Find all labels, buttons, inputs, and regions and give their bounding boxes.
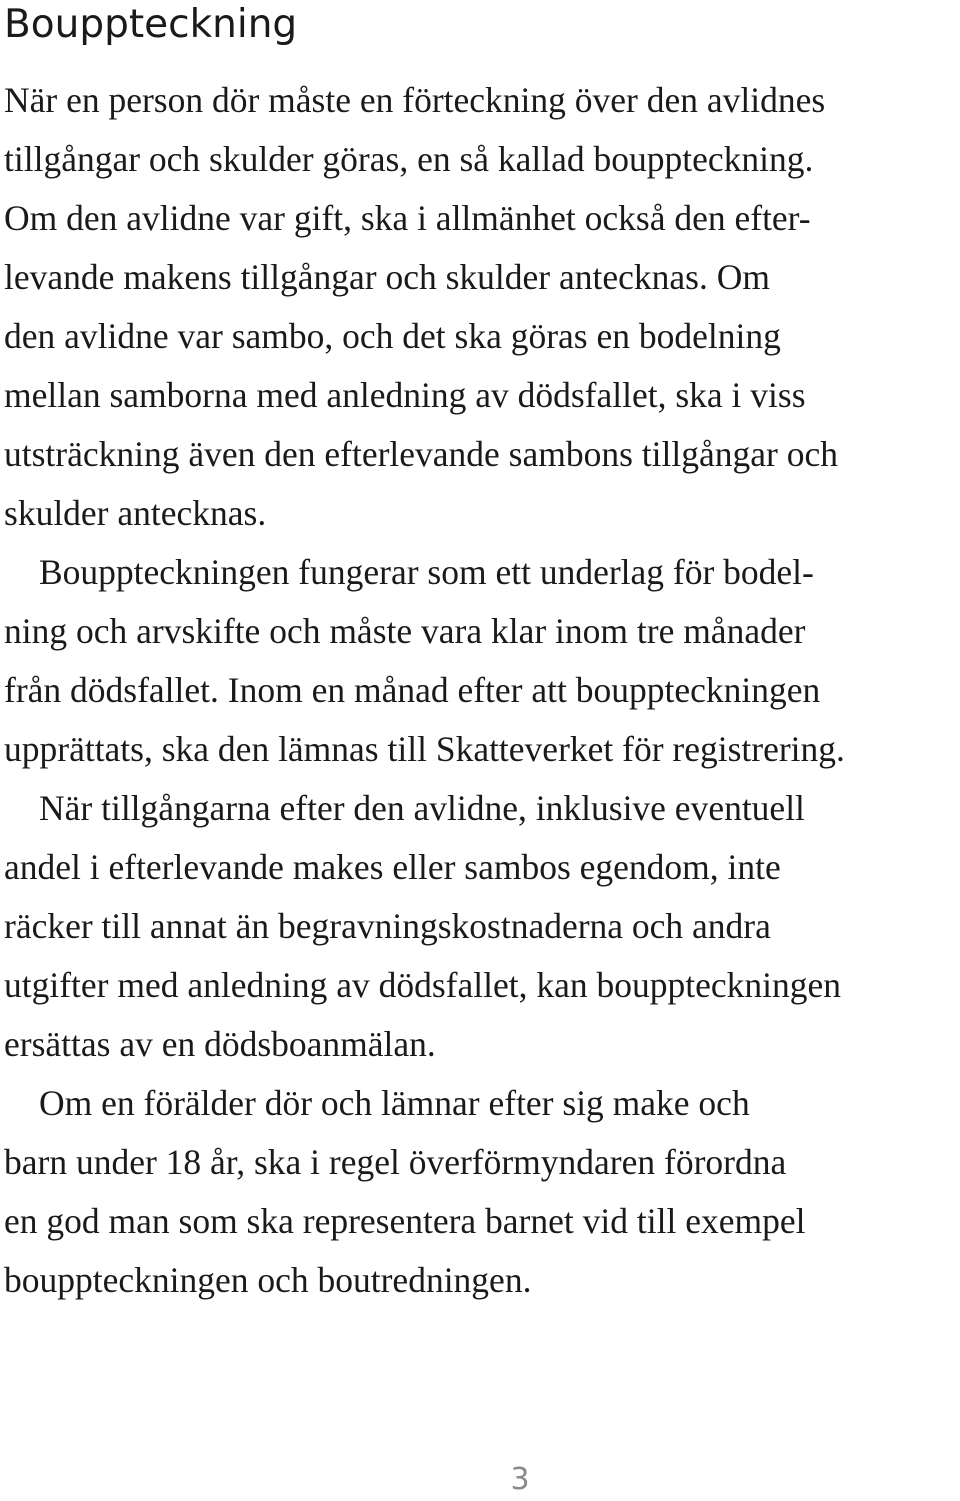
text-line: den avlidne var sambo, och det ska göras en bodelning [4,316,781,356]
paragraph-estate-notice [4,779,960,1074]
text-line: skulder antecknas. [4,493,267,533]
text-line: barn under 18 år, ska i regel överförmyndaren förordna [4,1142,787,1182]
text-line: bouppteckningen och boutredningen. [4,1260,532,1300]
body-text [4,71,960,1310]
text-line: ersättas av en dödsboanmälan. [4,1024,436,1064]
text-line: en god man som ska representera barnet vid till exempel [4,1201,806,1241]
text-line: räcker till annat än begravningskostnaderna och andra [4,906,771,946]
text-line: upprättats, ska den lämnas till Skatteverket för registrering. [4,729,845,769]
paragraph-estate-inventory [4,71,960,543]
text-line: När tillgångarna efter den avlidne, inklusive eventuell [39,788,805,828]
page-title: Bouppteckning [4,2,298,47]
text-line: Om en förälder dör och lämnar efter sig make och [39,1083,750,1123]
text-line: ning och arvskifte och måste vara klar inom tre månader [4,611,806,651]
paragraph-deadline [4,543,960,779]
text-line: levande makens tillgångar och skulder antecknas. Om [4,257,770,297]
page-number: 3 [510,1462,530,1497]
text-line: utsträckning även den efterlevande sambons tillgångar och [4,434,838,474]
text-line: andel i efterlevande makes eller sambos egendom, inte [4,847,781,887]
text-line: Bouppteckningen fungerar som ett underlag för bodel- [39,552,814,592]
text-line: från dödsfallet. Inom en månad efter att bouppteckningen [4,670,821,710]
text-line: tillgångar och skulder göras, en så kallad bouppteckning. [4,139,814,179]
paragraph-guardian [4,1074,960,1310]
text-line: Om den avlidne var gift, ska i allmänhet också den efter- [4,198,811,238]
text-line: När en person dör måste en förteckning över den avlidnes [4,80,826,120]
text-line: utgifter med anledning av dödsfallet, kan bouppteckningen [4,965,841,1005]
text-line: mellan samborna med anledning av dödsfallet, ska i viss [4,375,806,415]
